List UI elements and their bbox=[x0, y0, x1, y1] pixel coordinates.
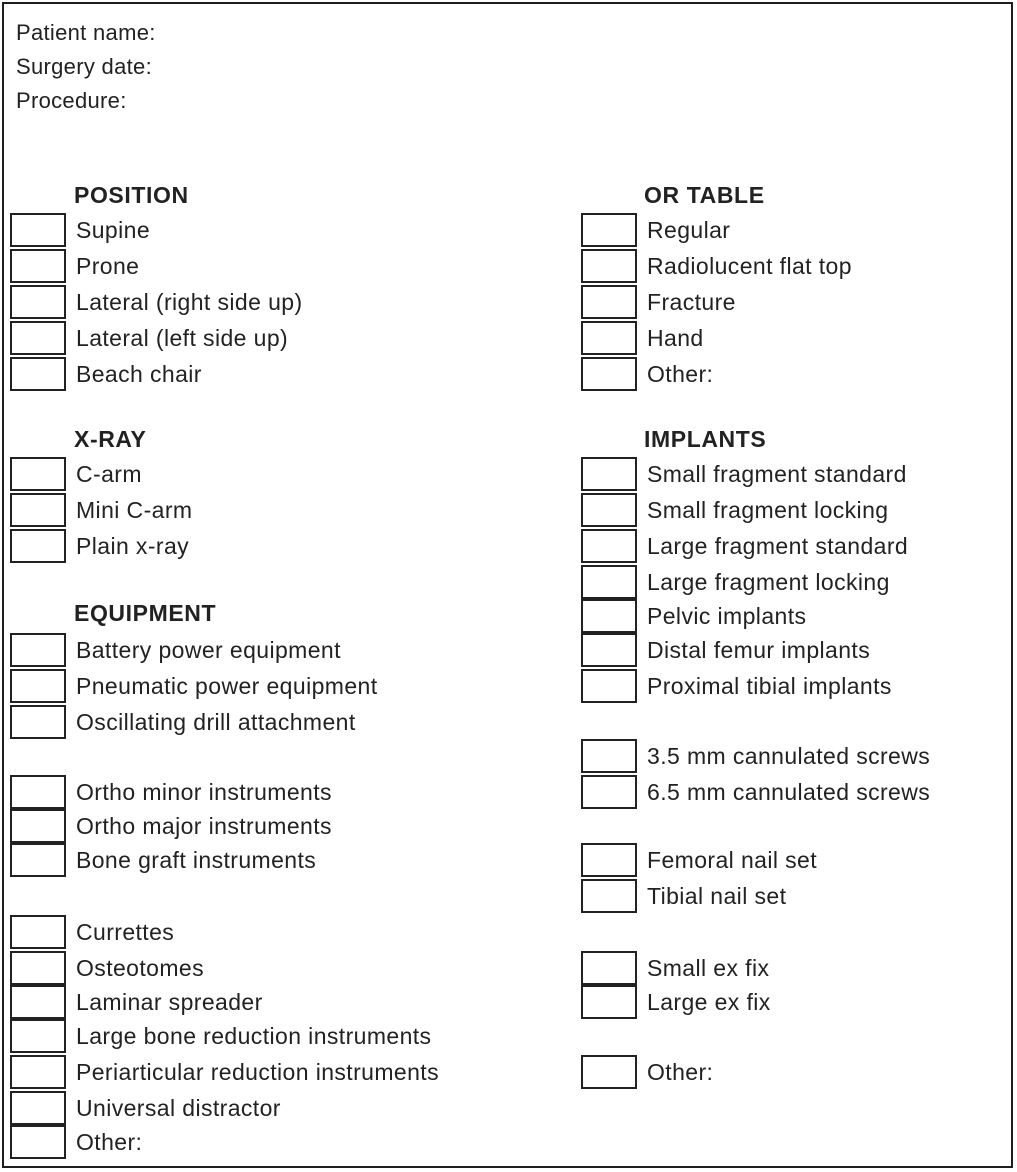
checkbox-label: Radiolucent flat top bbox=[647, 253, 852, 279]
checkbox-row[interactable] bbox=[581, 528, 908, 564]
checkbox-pelvic-implants[interactable] bbox=[581, 599, 637, 633]
checkbox-row[interactable] bbox=[581, 598, 806, 634]
checkbox-label: Lateral (right side up) bbox=[76, 289, 303, 315]
checkbox-label: Small ex fix bbox=[647, 955, 770, 981]
checkbox-label: Fracture bbox=[647, 289, 736, 315]
checkbox-label: Plain x-ray bbox=[76, 533, 190, 559]
checkbox-label: Other: bbox=[647, 1059, 714, 1085]
checkbox-osteotomes[interactable] bbox=[10, 951, 66, 985]
checkbox-plain-x-ray[interactable] bbox=[10, 529, 66, 563]
checkbox-small-frag-locking[interactable] bbox=[581, 493, 637, 527]
checkbox-row[interactable] bbox=[10, 212, 150, 248]
checkbox-label: Pneumatic power equipment bbox=[76, 673, 378, 699]
checkbox-proximal-tibial[interactable] bbox=[581, 669, 637, 703]
form-frame bbox=[2, 2, 1013, 1168]
checkbox-row[interactable] bbox=[10, 528, 189, 564]
checkbox-label: Periarticular reduction instruments bbox=[76, 1059, 439, 1085]
checkbox-row[interactable] bbox=[581, 248, 852, 284]
checkbox-implants-other[interactable] bbox=[581, 1055, 637, 1089]
checkbox-label: Tibial nail set bbox=[647, 883, 787, 909]
checkbox-regular[interactable] bbox=[581, 213, 637, 247]
checkbox-label: Regular bbox=[647, 217, 731, 243]
implants-heading: IMPLANTS bbox=[644, 426, 767, 452]
checkbox-ortho-major[interactable] bbox=[10, 809, 66, 843]
checkbox-row[interactable] bbox=[581, 738, 930, 774]
checkbox-row[interactable] bbox=[581, 1054, 713, 1090]
checkbox-row[interactable] bbox=[10, 842, 316, 878]
checkbox-lateral-right[interactable] bbox=[10, 285, 66, 319]
checkbox-currettes[interactable] bbox=[10, 915, 66, 949]
checkbox-row[interactable] bbox=[10, 1018, 431, 1054]
checkbox-row[interactable] bbox=[10, 632, 341, 668]
checkbox-label: Currettes bbox=[76, 919, 175, 945]
checkbox-label: Small fragment locking bbox=[647, 497, 889, 523]
checkbox-row[interactable] bbox=[10, 456, 142, 492]
checkbox-label: Other: bbox=[76, 1129, 143, 1155]
checkbox-row[interactable] bbox=[10, 492, 192, 528]
checkbox-large-ex-fix[interactable] bbox=[581, 985, 637, 1019]
checkbox-equipment-other[interactable] bbox=[10, 1125, 66, 1159]
checkbox-label: Hand bbox=[647, 325, 704, 351]
checkbox-label: Proximal tibial implants bbox=[647, 673, 892, 699]
checkbox-row[interactable] bbox=[10, 320, 288, 356]
checkbox-label: Mini C-arm bbox=[76, 497, 193, 523]
checkbox-row[interactable] bbox=[581, 492, 888, 528]
checkbox-femoral-nail[interactable] bbox=[581, 843, 637, 877]
checkbox-label: Prone bbox=[76, 253, 140, 279]
checkbox-label: C-arm bbox=[76, 461, 142, 487]
checkbox-row[interactable] bbox=[581, 842, 817, 878]
checkbox-row[interactable] bbox=[10, 356, 202, 392]
checkbox-row[interactable] bbox=[10, 1054, 439, 1090]
checkbox-beach-chair[interactable] bbox=[10, 357, 66, 391]
checkbox-label: Bone graft instruments bbox=[76, 847, 317, 873]
checkbox-universal-distractor[interactable] bbox=[10, 1091, 66, 1125]
checkbox-label: Battery power equipment bbox=[76, 637, 341, 663]
checkbox-row[interactable] bbox=[10, 1124, 142, 1160]
xray-heading: X-RAY bbox=[74, 426, 147, 452]
procedure-label: Procedure: bbox=[16, 88, 127, 113]
checkbox-label: Beach chair bbox=[76, 361, 202, 387]
checkbox-battery-power[interactable] bbox=[10, 633, 66, 667]
checkbox-label: Distal femur implants bbox=[647, 637, 871, 663]
checkbox-ortho-minor[interactable] bbox=[10, 775, 66, 809]
checkbox-label: Ortho minor instruments bbox=[76, 779, 332, 805]
checkbox-row[interactable] bbox=[581, 668, 892, 704]
checkbox-large-frag-locking[interactable] bbox=[581, 565, 637, 599]
checkbox-row[interactable] bbox=[10, 668, 378, 704]
checkbox-pneumatic-power[interactable] bbox=[10, 669, 66, 703]
checkbox-label: Large ex fix bbox=[647, 989, 771, 1015]
checkbox-label: Laminar spreader bbox=[76, 989, 263, 1015]
checkbox-label: Pelvic implants bbox=[647, 603, 807, 629]
checkbox-row[interactable] bbox=[10, 704, 356, 740]
checkbox-label: Oscillating drill attachment bbox=[76, 709, 356, 735]
checkbox-large-bone-reduction[interactable] bbox=[10, 1019, 66, 1053]
checkbox-label: Universal distractor bbox=[76, 1095, 281, 1121]
checkbox-row[interactable] bbox=[581, 984, 771, 1020]
checkbox-row[interactable] bbox=[10, 248, 139, 284]
checkbox-row[interactable] bbox=[10, 774, 332, 810]
checkbox-radiolucent[interactable] bbox=[581, 249, 637, 283]
checkbox-row[interactable] bbox=[581, 212, 730, 248]
checkbox-row[interactable] bbox=[10, 1090, 281, 1126]
checkbox-lateral-left[interactable] bbox=[10, 321, 66, 355]
checkbox-label: Small fragment standard bbox=[647, 461, 907, 487]
checkbox-label: Large bone reduction instruments bbox=[76, 1023, 432, 1049]
checkbox-supine[interactable] bbox=[10, 213, 66, 247]
checkbox-label: 6.5 mm cannulated screws bbox=[647, 779, 931, 805]
checkbox-fracture[interactable] bbox=[581, 285, 637, 319]
or-table-heading: OR TABLE bbox=[644, 182, 765, 208]
checkbox-tibial-nail[interactable] bbox=[581, 879, 637, 913]
checkbox-row[interactable] bbox=[581, 356, 713, 392]
checkbox-label: 3.5 mm cannulated screws bbox=[647, 743, 931, 769]
checkbox-periarticular-reduction[interactable] bbox=[10, 1055, 66, 1089]
checkbox-6-5mm-screws[interactable] bbox=[581, 775, 637, 809]
checkbox-label: Other: bbox=[647, 361, 714, 387]
checkbox-label: Large fragment locking bbox=[647, 569, 890, 595]
checkbox-row[interactable] bbox=[581, 878, 786, 914]
checkbox-row[interactable] bbox=[581, 632, 870, 668]
surgery-date-label: Surgery date: bbox=[16, 54, 152, 79]
equipment-heading: EQUIPMENT bbox=[74, 600, 217, 626]
checkbox-oscillating-drill[interactable] bbox=[10, 705, 66, 739]
checkbox-label: Femoral nail set bbox=[647, 847, 818, 873]
checkbox-label: Lateral (left side up) bbox=[76, 325, 289, 351]
checkbox-prone[interactable] bbox=[10, 249, 66, 283]
checkbox-or-table-other[interactable] bbox=[581, 357, 637, 391]
checkbox-row[interactable] bbox=[581, 456, 907, 492]
checkbox-row[interactable] bbox=[581, 284, 736, 320]
checkbox-label: Large fragment standard bbox=[647, 533, 909, 559]
checkbox-c-arm[interactable] bbox=[10, 457, 66, 491]
checkbox-small-ex-fix[interactable] bbox=[581, 951, 637, 985]
checkbox-row[interactable] bbox=[10, 284, 303, 320]
checkbox-row[interactable] bbox=[581, 564, 890, 600]
checkbox-row[interactable] bbox=[10, 950, 204, 986]
checkbox-distal-femur[interactable] bbox=[581, 633, 637, 667]
checkbox-small-frag-standard[interactable] bbox=[581, 457, 637, 491]
checkbox-label: Ortho major instruments bbox=[76, 813, 332, 839]
checkbox-row[interactable] bbox=[10, 984, 263, 1020]
patient-name-label: Patient name: bbox=[16, 20, 156, 45]
checkbox-3-5mm-screws[interactable] bbox=[581, 739, 637, 773]
checkbox-label: Osteotomes bbox=[76, 955, 204, 981]
checkbox-mini-c-arm[interactable] bbox=[10, 493, 66, 527]
checkbox-large-frag-standard[interactable] bbox=[581, 529, 637, 563]
position-heading: POSITION bbox=[74, 182, 189, 208]
checkbox-hand[interactable] bbox=[581, 321, 637, 355]
checkbox-laminar-spreader[interactable] bbox=[10, 985, 66, 1019]
checkbox-row[interactable] bbox=[581, 320, 704, 356]
checkbox-row[interactable] bbox=[10, 914, 174, 950]
checkbox-row[interactable] bbox=[581, 774, 930, 810]
checkbox-label: Supine bbox=[76, 217, 151, 243]
checkbox-bone-graft[interactable] bbox=[10, 843, 66, 877]
checkbox-row[interactable] bbox=[10, 808, 332, 844]
checkbox-row[interactable] bbox=[581, 950, 769, 986]
